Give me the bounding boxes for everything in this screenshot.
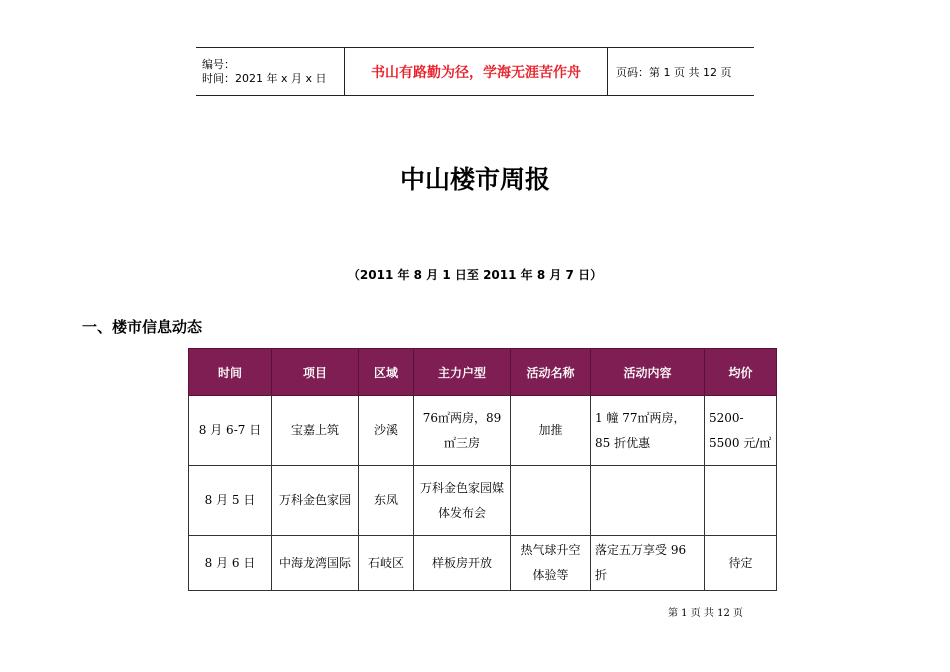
- header-area: 区域: [359, 349, 414, 396]
- cell-event-content: 1 幢 77㎡两房，85 折优惠: [591, 396, 705, 466]
- section-title: 一、楼市信息动态: [82, 318, 203, 336]
- cell-event-name: [511, 466, 591, 536]
- table-header-row: [189, 349, 777, 396]
- cell-event-name: 热气球升空体验等: [511, 536, 591, 591]
- cell-event-content: [591, 466, 705, 536]
- header-project: 项目: [272, 349, 359, 396]
- header-motto: 书山有路勤为径，学海无涯苦作舟: [345, 48, 608, 96]
- table-row: [189, 396, 777, 466]
- cell-avg-price: 5200-5500 元/㎡: [705, 396, 777, 466]
- table-row: [189, 536, 777, 591]
- cell-area: 沙溪: [359, 396, 414, 466]
- page-footer: 第 1 页 共 12 页: [668, 608, 743, 619]
- cell-unit-type: 万科金色家园媒体发布会: [414, 466, 511, 536]
- cell-time: 8 月 6-7 日: [189, 396, 272, 466]
- header-avg-price: 均价: [705, 349, 777, 396]
- time-label: 时间：2021 年 x 月 x 日: [202, 71, 327, 85]
- cell-unit-type: 76㎡两房，89㎡三房: [414, 396, 511, 466]
- cell-project: 宝嘉上筑: [272, 396, 359, 466]
- cell-avg-price: 待定: [705, 536, 777, 591]
- header-event-content: 活动内容: [591, 349, 705, 396]
- cell-avg-price: [705, 466, 777, 536]
- cell-area: 东凤: [359, 466, 414, 536]
- cell-project: 中海龙湾国际: [272, 536, 359, 591]
- cell-time: 8 月 5 日: [189, 466, 272, 536]
- market-news-table: [188, 348, 777, 591]
- cell-time: 8 月 6 日: [189, 536, 272, 591]
- header-unit-type: 主力户型: [414, 349, 511, 396]
- cell-area: 石岐区: [359, 536, 414, 591]
- page-header: [196, 47, 754, 96]
- header-page-info: 页码：第 1 页 共 12 页: [608, 48, 755, 96]
- cell-unit-type: 样板房开放: [414, 536, 511, 591]
- table-row: [189, 466, 777, 536]
- date-range: （2011 年 8 月 1 日至 2011 年 8 月 7 日）: [347, 268, 603, 282]
- header-event-name: 活动名称: [511, 349, 591, 396]
- cell-event-content: 落定五万享受 96 折: [591, 536, 705, 591]
- cell-project: 万科金色家园: [272, 466, 359, 536]
- document-title: 中山楼市周报: [399, 165, 550, 194]
- cell-event-name: 加推: [511, 396, 591, 466]
- header-meta: [196, 48, 345, 96]
- header-time: 时间: [189, 349, 272, 396]
- number-label: 编号：: [202, 57, 235, 71]
